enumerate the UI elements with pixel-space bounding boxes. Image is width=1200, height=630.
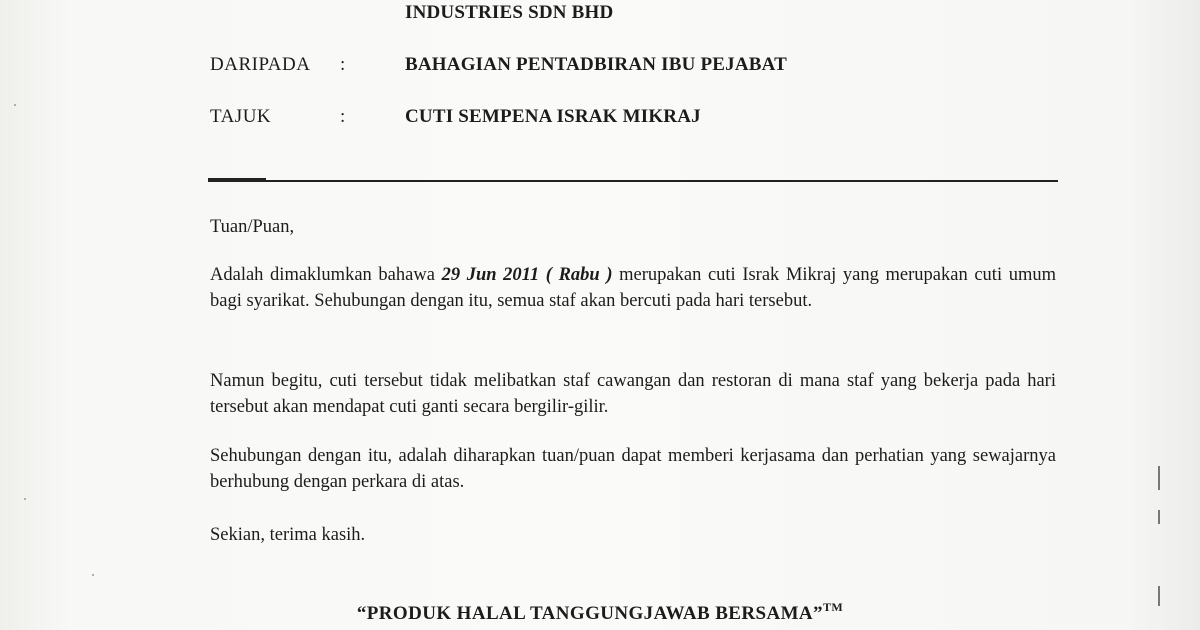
paragraph-1 [210,262,1056,314]
header-divider [208,180,1058,182]
scan-margin-mark [1158,510,1160,524]
paragraph-1-rest: merupakan cuti Israk Mikraj yang merupakan cuti umum bagi syarikat. Sehubungan dengan itu, semua staf akan bercuti pada hari tersebut. [210,265,1056,311]
trademark-mark: TM [822,600,844,614]
subject-label: TAJUK [210,106,272,127]
paragraph-1-intro: Adalah dimaklumkan bahawa [210,265,442,285]
tagline-text: “PRODUK HALAL TANGGUNGJAWAB BERSAMA” [356,603,823,624]
from-colon: : [340,54,346,75]
from-label: DARIPADA [210,54,311,75]
scan-margin-mark [1158,586,1160,606]
scan-speck [14,104,16,106]
holiday-date: 29 Jun 2011 ( Rabu ) [441,265,613,285]
company-name-line: INDUSTRIES SDN BHD [405,2,614,23]
footer-tagline [0,600,1200,625]
from-value: BAHAGIAN PENTADBIRAN IBU PEJABAT [405,54,788,75]
salutation: Tuan/Puan, [210,217,295,237]
subject-value: CUTI SEMPENA ISRAK MIKRAJ [405,106,701,127]
scan-speck [24,498,26,500]
paragraph-2: Namun begitu, cuti tersebut tidak melibatkan staf cawangan dan restoran di mana staf yang bekerja pada hari tersebut akan mendapat cuti ganti secara bergilir-gilir. [210,371,1056,417]
scan-speck [92,574,94,576]
closing-line: Sekian, terima kasih. [210,525,366,545]
paragraph-3: Sehubungan dengan itu, adalah diharapkan tuan/puan dapat memberi kerjasama dan perhatian yang sewajarnya berhubung dengan perkara di atas. [210,446,1056,492]
scan-margin-mark [1158,466,1160,490]
subject-colon: : [340,106,346,127]
